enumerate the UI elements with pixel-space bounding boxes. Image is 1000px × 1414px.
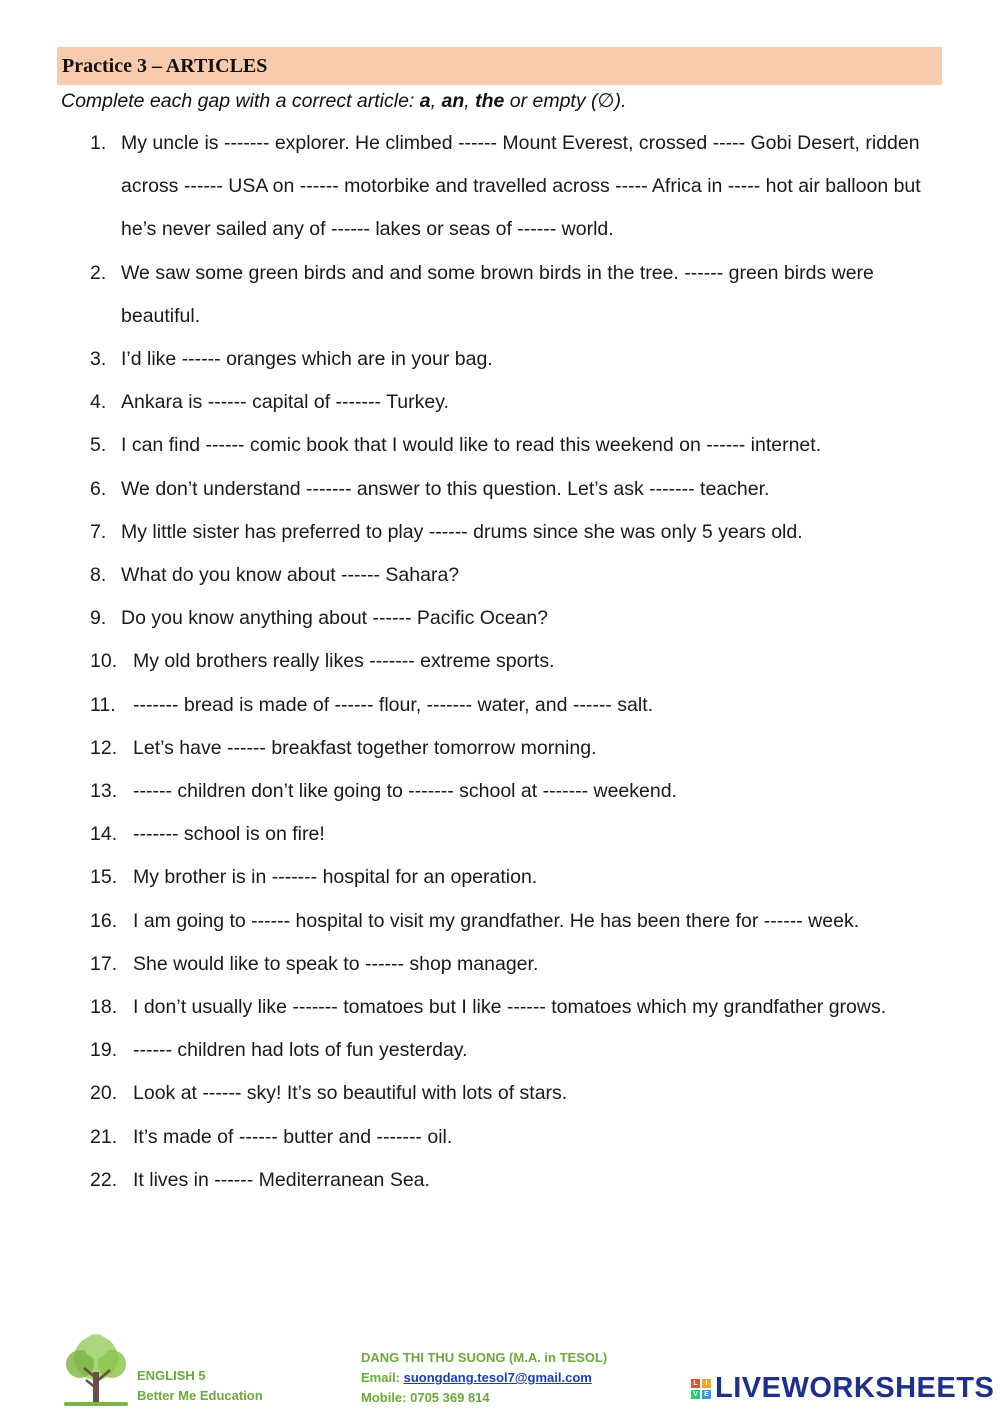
tree-logo-icon bbox=[58, 1332, 134, 1410]
item-number: 16. bbox=[90, 909, 118, 932]
liveworksheets-wordmark: LIVEWORKSHEETS bbox=[715, 1372, 995, 1404]
exercise-item bbox=[0, 122, 1000, 252]
item-text: Ankara is ------ capital of ------- Turkey. bbox=[121, 391, 449, 414]
item-number: 18. bbox=[90, 996, 118, 1019]
item-number: 14. bbox=[90, 823, 118, 846]
item-text: ------ children don’t like going to ------- school at ------- weekend. bbox=[133, 780, 677, 803]
exercise-item bbox=[0, 597, 1000, 640]
exercise-item bbox=[0, 986, 1000, 1029]
lw-square-e: E bbox=[702, 1390, 711, 1399]
article-the: the bbox=[475, 90, 505, 112]
instructions-sep: , bbox=[430, 90, 442, 112]
email-label: Email: bbox=[361, 1370, 404, 1385]
item-text: I’d like ------ oranges which are in your bag. bbox=[121, 348, 493, 371]
item-text: What do you know about ------ Sahara? bbox=[121, 564, 460, 587]
email-link[interactable]: suongdang.tesol7@gmail.com bbox=[403, 1370, 592, 1385]
exercise-item bbox=[0, 813, 1000, 856]
item-number: 3. bbox=[90, 348, 107, 371]
exercise-item bbox=[0, 770, 1000, 813]
item-text: It’s made of ------ butter and ------- oil. bbox=[133, 1125, 453, 1148]
exercise-item bbox=[0, 1159, 1000, 1202]
instructions bbox=[61, 89, 626, 113]
exercise-list bbox=[0, 122, 1000, 1202]
footer bbox=[0, 1326, 1000, 1414]
page-title: Practice 3 – ARTICLES bbox=[57, 47, 942, 85]
exercise-item bbox=[0, 338, 1000, 381]
item-text: ------ children had lots of fun yesterday. bbox=[133, 1039, 468, 1062]
item-number: 15. bbox=[90, 866, 118, 889]
item-text: My little sister has preferred to play ------ drums since she was only 5 years old. bbox=[121, 520, 803, 543]
item-number: 2. bbox=[90, 261, 107, 284]
item-number: 22. bbox=[90, 1168, 118, 1191]
lw-square-v: V bbox=[691, 1390, 700, 1399]
item-number: 11. bbox=[90, 693, 116, 716]
exercise-item bbox=[0, 381, 1000, 424]
item-number: 19. bbox=[90, 1039, 118, 1062]
item-number: 17. bbox=[90, 952, 118, 975]
item-number: 6. bbox=[90, 477, 107, 500]
liveworksheets-squares-icon bbox=[691, 1379, 711, 1399]
exercise-item bbox=[0, 943, 1000, 986]
author-name: DANG THI THU SUONG (M.A. in TESOL) bbox=[361, 1350, 608, 1365]
lw-square-i: I bbox=[702, 1379, 711, 1388]
item-number: 8. bbox=[90, 564, 107, 587]
exercise-item bbox=[0, 727, 1000, 770]
item-text: We don’t understand ------- answer to this question. Let’s ask ------- teacher. bbox=[121, 477, 770, 500]
item-text: My old brothers really likes ------- extreme sports. bbox=[133, 650, 555, 673]
article-an: an bbox=[441, 90, 465, 112]
item-number: 7. bbox=[90, 520, 107, 543]
instructions-sep: , bbox=[464, 90, 476, 112]
item-number: 10. bbox=[90, 650, 118, 673]
item-number: 13. bbox=[90, 780, 118, 803]
exercise-item bbox=[0, 468, 1000, 511]
brand-course: ENGLISH 5 bbox=[137, 1368, 206, 1383]
item-text: We saw some green birds and and some brown birds in the tree. ------ green birds were beautiful. bbox=[121, 261, 874, 327]
item-text: I am going to ------ hospital to visit my grandfather. He has been there for ------ week. bbox=[133, 909, 860, 932]
exercise-item bbox=[0, 684, 1000, 727]
item-text: ------- bread is made of ------ flour, ------- water, and ------ salt. bbox=[133, 693, 654, 716]
item-text: My uncle is ------- explorer. He climbed ------ Mount Everest, crossed ----- Gobi Desert, ridden across ------ USA on ------ motorbike and travelled across ----- Africa in ----- hot air balloon but he’s never sailed any of ------ lakes or seas of ------ world. bbox=[121, 132, 921, 241]
exercise-item bbox=[0, 252, 1000, 338]
exercise-item bbox=[0, 511, 1000, 554]
exercise-item bbox=[0, 1072, 1000, 1115]
item-number: 5. bbox=[90, 434, 107, 457]
item-text: My brother is in ------- hospital for an operation. bbox=[133, 866, 538, 889]
item-number: 9. bbox=[90, 607, 107, 630]
exercise-item bbox=[0, 554, 1000, 597]
author-info bbox=[361, 1348, 607, 1408]
item-text: I can find ------ comic book that I would like to read this weekend on ------ internet. bbox=[121, 434, 822, 457]
item-number: 20. bbox=[90, 1082, 118, 1105]
item-number: 1. bbox=[90, 132, 107, 154]
item-text: Let’s have ------ breakfast together tomorrow morning. bbox=[133, 736, 597, 759]
exercise-item bbox=[0, 900, 1000, 943]
item-number: 21. bbox=[90, 1125, 118, 1148]
item-text: Do you know anything about ------ Pacific Ocean? bbox=[121, 607, 549, 630]
instructions-prefix: Complete each gap with a correct article: bbox=[61, 90, 420, 112]
lw-square-l: L bbox=[691, 1379, 700, 1388]
brand-info bbox=[137, 1366, 263, 1406]
liveworksheets-logo bbox=[691, 1372, 994, 1405]
exercise-item bbox=[0, 856, 1000, 899]
item-text: She would like to speak to ------ shop manager. bbox=[133, 952, 539, 975]
item-text: I don’t usually like ------- tomatoes but I like ------ tomatoes which my grandfather grows. bbox=[133, 996, 887, 1019]
item-number: 4. bbox=[90, 391, 107, 414]
article-a: a bbox=[419, 90, 431, 112]
exercise-item bbox=[0, 1029, 1000, 1072]
item-text: It lives in ------ Mediterranean Sea. bbox=[133, 1168, 430, 1191]
item-text: Look at ------ sky! It’s so beautiful with lots of stars. bbox=[133, 1082, 568, 1105]
brand-org: Better Me Education bbox=[137, 1388, 263, 1403]
exercise-item bbox=[0, 424, 1000, 467]
author-mobile: Mobile: 0705 369 814 bbox=[361, 1390, 490, 1405]
instructions-suffix: or empty (∅). bbox=[504, 90, 627, 112]
author-email bbox=[361, 1368, 607, 1388]
exercise-item bbox=[0, 1116, 1000, 1159]
item-text: ------- school is on fire! bbox=[133, 823, 325, 846]
exercise-item bbox=[0, 640, 1000, 683]
item-number: 12. bbox=[90, 736, 118, 759]
